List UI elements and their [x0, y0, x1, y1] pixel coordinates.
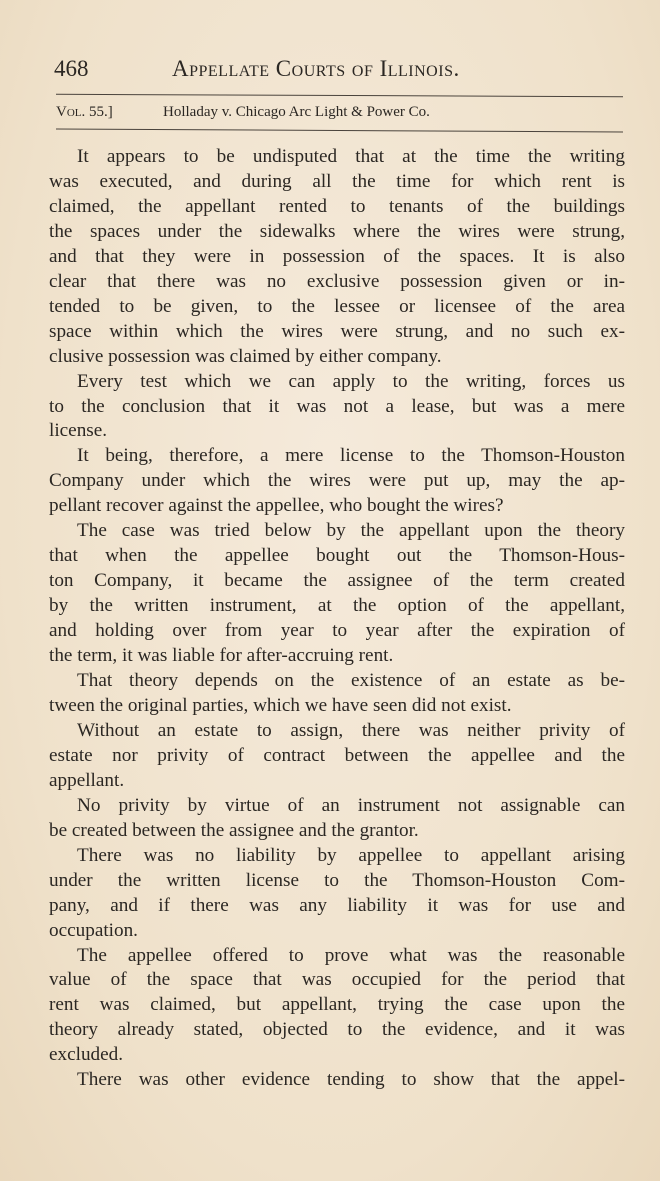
text-line: estate nor privity of contract between the appellee and the: [49, 744, 625, 766]
page-number: 468: [54, 56, 89, 81]
page-body-text: [49, 145, 625, 1093]
paragraph: [49, 944, 625, 1069]
case-title: Holladay v. Chicago Arc Light & Power Co.: [163, 104, 430, 120]
text-line: pany, and if there was any liability it was for use and: [49, 894, 625, 916]
text-line: There was no liability by appellee to appellant arising: [77, 844, 625, 866]
text-line: pellant recover against the appellee, who bought the wires?: [49, 495, 504, 517]
header-rule-bottom: [56, 129, 623, 133]
text-line: clear that there was no exclusive possession given or in-: [49, 270, 625, 292]
text-line: Without an estate to assign, there was neither privity of: [77, 719, 625, 741]
text-line: It appears to be undisputed that at the time the writing: [77, 146, 625, 167]
text-line: The appellee offered to prove what was the reasonable: [77, 944, 625, 966]
text-line: be created between the assignee and the grantor.: [49, 819, 419, 841]
text-line: tween the original parties, which we have seen did not exist.: [49, 694, 512, 716]
text-line: the term, it was liable for after-accruing rent.: [49, 645, 394, 667]
text-line: space within which the wires were strung, and no such ex-: [49, 320, 625, 342]
paragraph: [49, 444, 625, 519]
paragraph: [49, 370, 625, 445]
text-line: excluded.: [49, 1044, 124, 1066]
volume-label: Vol. 55.]: [56, 104, 113, 120]
paragraph: [49, 669, 625, 719]
text-line: and holding over from year to year after the expiration of: [49, 620, 625, 642]
text-line: appellant.: [49, 769, 125, 791]
paragraph: [49, 1068, 625, 1093]
paragraph: [49, 519, 625, 669]
paragraph: [49, 844, 625, 944]
text-line: to the conclusion that it was not a lease, but was a mere: [49, 395, 625, 417]
text-line: was executed, and during all the time for which rent is: [49, 170, 625, 192]
text-line: It being, therefore, a mere license to the Thomson-Houston: [77, 445, 625, 467]
text-line: that when the appellee bought out the Thomson-Hous-: [49, 545, 625, 567]
paragraph: [49, 145, 625, 370]
running-title: Appellate Courts of Illinois.: [172, 56, 460, 81]
text-line: value of the space that was occupied for the period that: [49, 969, 625, 991]
text-line: the spaces under the sidewalks where the wires were strung,: [49, 220, 625, 242]
text-line: Every test which we can apply to the writing, forces us: [77, 370, 625, 392]
text-line: license.: [49, 420, 108, 442]
text-line: under the written license to the Thomson-Houston Com-: [49, 869, 625, 891]
paragraph: [49, 794, 625, 844]
header-rule-top: [56, 94, 623, 97]
text-line: tended to be given, to the lessee or licensee of the area: [49, 295, 625, 317]
text-line: The case was tried below by the appellant upon the theory: [77, 520, 625, 542]
text-line: ton Company, it became the assignee of the term created: [49, 570, 625, 592]
text-line: There was other evidence tending to show that the appel-: [77, 1069, 625, 1091]
text-line: and that they were in possession of the spaces. It is also: [49, 245, 625, 267]
text-line: theory already stated, objected to the evidence, and it was: [49, 1019, 625, 1041]
paragraph: [49, 719, 625, 794]
text-line: rent was claimed, but appellant, trying the case upon the: [49, 994, 625, 1016]
text-line: Company under which the wires were put up, may the ap-: [49, 470, 625, 492]
text-line: claimed, the appellant rented to tenants of the buildings: [49, 195, 625, 217]
text-line: No privity by virtue of an instrument not assignable can: [77, 794, 625, 816]
text-line: occupation.: [49, 919, 138, 941]
text-line: clusive possession was claimed by either company.: [49, 345, 442, 367]
text-line: by the written instrument, at the option of the appellant,: [49, 595, 625, 617]
text-line: That theory depends on the existence of an estate as be-: [77, 670, 625, 692]
